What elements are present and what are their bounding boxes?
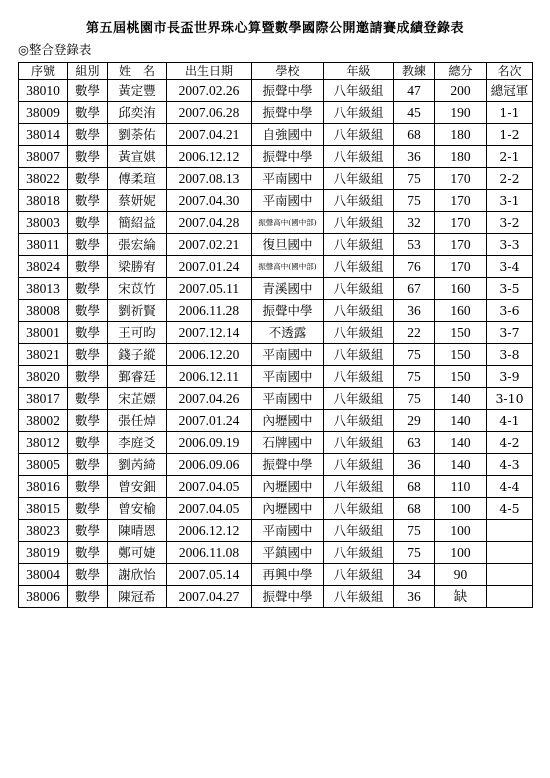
cell-school: 青溪國中	[252, 278, 324, 300]
cell-name: 傅柔瑄	[108, 168, 167, 190]
cell-rank: 3-10	[487, 388, 533, 410]
table-row	[19, 278, 533, 300]
cell-birthdate: 2006.12.12	[167, 520, 252, 542]
cell-total-score: 200	[435, 80, 487, 102]
table-row	[19, 300, 533, 322]
cell-name: 陳冠希	[108, 586, 167, 608]
cell-name: 黃定豐	[108, 80, 167, 102]
cell-rank: 4-2	[487, 432, 533, 454]
cell-serial: 38023	[19, 520, 68, 542]
cell-name: 謝欣怡	[108, 564, 167, 586]
cell-name: 宋芷嫖	[108, 388, 167, 410]
cell-school: 內壢國中	[252, 498, 324, 520]
cell-name: 鄭可婕	[108, 542, 167, 564]
cell-total-score: 170	[435, 168, 487, 190]
cell-name: 張宏綸	[108, 234, 167, 256]
header-birthdate: 出生日期	[167, 63, 252, 80]
table-row	[19, 124, 533, 146]
cell-serial: 38010	[19, 80, 68, 102]
cell-total-score: 170	[435, 234, 487, 256]
table-row	[19, 102, 533, 124]
cell-group: 數學	[68, 454, 108, 476]
cell-name: 劉芮綺	[108, 454, 167, 476]
cell-grade: 八年級組	[324, 476, 394, 498]
cell-birthdate: 2007.02.26	[167, 80, 252, 102]
cell-school: 平鎮國中	[252, 542, 324, 564]
cell-group: 數學	[68, 212, 108, 234]
cell-name: 陳晴恩	[108, 520, 167, 542]
cell-birthdate: 2007.12.14	[167, 322, 252, 344]
cell-group: 數學	[68, 432, 108, 454]
header-serial: 序號	[19, 63, 68, 80]
cell-total-score: 缺	[435, 586, 487, 608]
cell-name: 張任焯	[108, 410, 167, 432]
cell-rank	[487, 586, 533, 608]
cell-school: 振聲中學	[252, 102, 324, 124]
cell-total-score: 160	[435, 278, 487, 300]
table-row	[19, 498, 533, 520]
cell-serial: 38022	[19, 168, 68, 190]
cell-group: 數學	[68, 102, 108, 124]
table-row	[19, 432, 533, 454]
cell-grade: 八年級組	[324, 454, 394, 476]
cell-grade: 八年級組	[324, 498, 394, 520]
cell-rank: 總冠軍	[487, 80, 533, 102]
table-row	[19, 234, 533, 256]
cell-coach: 75	[394, 520, 435, 542]
cell-coach: 68	[394, 498, 435, 520]
cell-grade: 八年級組	[324, 146, 394, 168]
cell-total-score: 140	[435, 410, 487, 432]
cell-coach: 29	[394, 410, 435, 432]
cell-group: 數學	[68, 80, 108, 102]
cell-birthdate: 2006.11.08	[167, 542, 252, 564]
table-row	[19, 542, 533, 564]
cell-serial: 38001	[19, 322, 68, 344]
cell-birthdate: 2006.09.19	[167, 432, 252, 454]
cell-rank: 4-1	[487, 410, 533, 432]
cell-school: 振聲中學	[252, 454, 324, 476]
table-row	[19, 256, 533, 278]
cell-serial: 38017	[19, 388, 68, 410]
cell-group: 數學	[68, 344, 108, 366]
cell-birthdate: 2007.05.11	[167, 278, 252, 300]
cell-serial: 38019	[19, 542, 68, 564]
cell-grade: 八年級組	[324, 124, 394, 146]
cell-total-score: 150	[435, 322, 487, 344]
cell-birthdate: 2007.04.26	[167, 388, 252, 410]
cell-total-score: 170	[435, 212, 487, 234]
table-row	[19, 454, 533, 476]
table-row	[19, 586, 533, 608]
cell-group: 數學	[68, 586, 108, 608]
cell-total-score: 180	[435, 146, 487, 168]
cell-serial: 38018	[19, 190, 68, 212]
cell-total-score: 140	[435, 454, 487, 476]
cell-total-score: 100	[435, 542, 487, 564]
cell-name: 王可昀	[108, 322, 167, 344]
cell-school: 振聲中學	[252, 300, 324, 322]
cell-rank: 1-2	[487, 124, 533, 146]
cell-total-score: 160	[435, 300, 487, 322]
cell-school: 振聲高中(國中部)	[252, 256, 324, 278]
cell-group: 數學	[68, 278, 108, 300]
table-row	[19, 212, 533, 234]
cell-rank: 3-2	[487, 212, 533, 234]
cell-rank	[487, 564, 533, 586]
cell-birthdate: 2006.11.28	[167, 300, 252, 322]
cell-grade: 八年級組	[324, 256, 394, 278]
cell-birthdate: 2006.09.06	[167, 454, 252, 476]
cell-group: 數學	[68, 146, 108, 168]
cell-grade: 八年級組	[324, 190, 394, 212]
cell-rank	[487, 542, 533, 564]
cell-serial: 38015	[19, 498, 68, 520]
cell-birthdate: 2007.08.13	[167, 168, 252, 190]
cell-grade: 八年級組	[324, 432, 394, 454]
cell-serial: 38016	[19, 476, 68, 498]
cell-group: 數學	[68, 366, 108, 388]
cell-birthdate: 2007.06.28	[167, 102, 252, 124]
cell-serial: 38007	[19, 146, 68, 168]
cell-name: 宋苡竹	[108, 278, 167, 300]
cell-name: 曾安鈿	[108, 476, 167, 498]
cell-coach: 45	[394, 102, 435, 124]
cell-group: 數學	[68, 234, 108, 256]
cell-serial: 38006	[19, 586, 68, 608]
cell-name: 蔡妍妮	[108, 190, 167, 212]
cell-school: 平南國中	[252, 366, 324, 388]
cell-grade: 八年級組	[324, 102, 394, 124]
cell-birthdate: 2006.12.12	[167, 146, 252, 168]
cell-serial: 38021	[19, 344, 68, 366]
cell-name: 簡紹益	[108, 212, 167, 234]
cell-name: 梁勝宥	[108, 256, 167, 278]
cell-coach: 36	[394, 586, 435, 608]
cell-school: 平南國中	[252, 168, 324, 190]
cell-total-score: 140	[435, 388, 487, 410]
cell-total-score: 100	[435, 498, 487, 520]
cell-birthdate: 2007.01.24	[167, 256, 252, 278]
cell-serial: 38012	[19, 432, 68, 454]
cell-grade: 八年級組	[324, 234, 394, 256]
cell-group: 數學	[68, 476, 108, 498]
cell-grade: 八年級組	[324, 542, 394, 564]
cell-rank: 1-1	[487, 102, 533, 124]
table-row	[19, 564, 533, 586]
cell-grade: 八年級組	[324, 520, 394, 542]
table-row	[19, 322, 533, 344]
header-total-score: 總分	[435, 63, 487, 80]
header-name: 姓 名	[108, 63, 167, 80]
cell-total-score: 170	[435, 190, 487, 212]
cell-birthdate: 2006.12.20	[167, 344, 252, 366]
cell-group: 數學	[68, 564, 108, 586]
header-grade: 年級	[324, 63, 394, 80]
cell-school: 復旦國中	[252, 234, 324, 256]
cell-total-score: 140	[435, 432, 487, 454]
cell-school: 振聲中學	[252, 146, 324, 168]
cell-birthdate: 2007.02.21	[167, 234, 252, 256]
cell-school: 自強國中	[252, 124, 324, 146]
cell-serial: 38009	[19, 102, 68, 124]
table-row	[19, 410, 533, 432]
cell-grade: 八年級組	[324, 278, 394, 300]
cell-serial: 38002	[19, 410, 68, 432]
cell-name: 劉祈賢	[108, 300, 167, 322]
cell-school: 石牌國中	[252, 432, 324, 454]
cell-group: 數學	[68, 498, 108, 520]
cell-school: 振聲高中(國中部)	[252, 212, 324, 234]
document-title: 第五屆桃園市長盃世界珠心算暨數學國際公開邀請賽成績登錄表	[85, 21, 464, 36]
table-row	[19, 344, 533, 366]
cell-coach: 63	[394, 432, 435, 454]
cell-birthdate: 2007.04.05	[167, 476, 252, 498]
cell-name: 黃宣娸	[108, 146, 167, 168]
table-header-row	[19, 63, 533, 80]
cell-birthdate: 2007.04.28	[167, 212, 252, 234]
cell-coach: 75	[394, 388, 435, 410]
cell-coach: 75	[394, 344, 435, 366]
cell-name: 劉荼佑	[108, 124, 167, 146]
cell-rank: 3-1	[487, 190, 533, 212]
cell-total-score: 170	[435, 256, 487, 278]
header-group: 組別	[68, 63, 108, 80]
cell-birthdate: 2007.05.14	[167, 564, 252, 586]
cell-grade: 八年級組	[324, 80, 394, 102]
cell-serial: 38005	[19, 454, 68, 476]
cell-school: 內壢國中	[252, 476, 324, 498]
cell-rank: 4-3	[487, 454, 533, 476]
cell-serial: 38024	[19, 256, 68, 278]
cell-rank: 3-4	[487, 256, 533, 278]
cell-birthdate: 2007.01.24	[167, 410, 252, 432]
results-table	[18, 62, 533, 608]
cell-birthdate: 2007.04.27	[167, 586, 252, 608]
cell-coach: 75	[394, 168, 435, 190]
cell-coach: 34	[394, 564, 435, 586]
cell-grade: 八年級組	[324, 212, 394, 234]
header-school: 學校	[252, 63, 324, 80]
cell-serial: 38020	[19, 366, 68, 388]
table-row	[19, 476, 533, 498]
cell-group: 數學	[68, 542, 108, 564]
cell-group: 數學	[68, 300, 108, 322]
cell-coach: 36	[394, 300, 435, 322]
table-row	[19, 366, 533, 388]
cell-school: 振聲中學	[252, 80, 324, 102]
cell-rank: 2-2	[487, 168, 533, 190]
cell-group: 數學	[68, 124, 108, 146]
cell-group: 數學	[68, 410, 108, 432]
cell-rank: 2-1	[487, 146, 533, 168]
cell-total-score: 180	[435, 124, 487, 146]
cell-name: 曾安榆	[108, 498, 167, 520]
cell-birthdate: 2006.12.11	[167, 366, 252, 388]
cell-total-score: 100	[435, 520, 487, 542]
cell-school: 振聲中學	[252, 586, 324, 608]
cell-group: 數學	[68, 322, 108, 344]
cell-name: 錢子縱	[108, 344, 167, 366]
cell-birthdate: 2007.04.21	[167, 124, 252, 146]
cell-grade: 八年級組	[324, 322, 394, 344]
cell-rank: 3-9	[487, 366, 533, 388]
table-row	[19, 146, 533, 168]
cell-coach: 47	[394, 80, 435, 102]
cell-rank: 3-6	[487, 300, 533, 322]
cell-grade: 八年級組	[324, 410, 394, 432]
cell-coach: 68	[394, 476, 435, 498]
cell-coach: 75	[394, 190, 435, 212]
cell-school: 平南國中	[252, 344, 324, 366]
cell-rank	[487, 520, 533, 542]
table-row	[19, 190, 533, 212]
cell-grade: 八年級組	[324, 388, 394, 410]
cell-rank: 3-8	[487, 344, 533, 366]
cell-coach: 75	[394, 542, 435, 564]
cell-grade: 八年級組	[324, 168, 394, 190]
cell-name: 李庭爻	[108, 432, 167, 454]
cell-serial: 38003	[19, 212, 68, 234]
cell-coach: 36	[394, 146, 435, 168]
cell-grade: 八年級組	[324, 300, 394, 322]
cell-school: 平南國中	[252, 520, 324, 542]
cell-grade: 八年級組	[324, 586, 394, 608]
cell-rank: 4-4	[487, 476, 533, 498]
cell-rank: 3-5	[487, 278, 533, 300]
cell-serial: 38008	[19, 300, 68, 322]
cell-total-score: 150	[435, 366, 487, 388]
cell-coach: 68	[394, 124, 435, 146]
cell-birthdate: 2007.04.30	[167, 190, 252, 212]
header-coach: 教練	[394, 63, 435, 80]
table-row	[19, 520, 533, 542]
cell-coach: 36	[394, 454, 435, 476]
cell-coach: 67	[394, 278, 435, 300]
cell-coach: 75	[394, 366, 435, 388]
cell-serial: 38004	[19, 564, 68, 586]
cell-grade: 八年級組	[324, 366, 394, 388]
cell-school: 不透露	[252, 322, 324, 344]
cell-coach: 32	[394, 212, 435, 234]
cell-total-score: 110	[435, 476, 487, 498]
cell-name: 邱奕洧	[108, 102, 167, 124]
cell-birthdate: 2007.04.05	[167, 498, 252, 520]
cell-school: 平南國中	[252, 388, 324, 410]
cell-coach: 53	[394, 234, 435, 256]
table-row	[19, 168, 533, 190]
cell-rank: 4-5	[487, 498, 533, 520]
cell-serial: 38014	[19, 124, 68, 146]
cell-group: 數學	[68, 520, 108, 542]
cell-rank: 3-3	[487, 234, 533, 256]
cell-serial: 38011	[19, 234, 68, 256]
cell-school: 平南國中	[252, 190, 324, 212]
cell-total-score: 190	[435, 102, 487, 124]
cell-coach: 22	[394, 322, 435, 344]
cell-serial: 38013	[19, 278, 68, 300]
cell-coach: 76	[394, 256, 435, 278]
table-row	[19, 80, 533, 102]
cell-school: 內壢國中	[252, 410, 324, 432]
cell-school: 再興中學	[252, 564, 324, 586]
cell-group: 數學	[68, 190, 108, 212]
cell-group: 數學	[68, 168, 108, 190]
cell-grade: 八年級組	[324, 564, 394, 586]
cell-name: 鄞睿廷	[108, 366, 167, 388]
section-subtitle: ◎整合登錄表	[18, 42, 92, 57]
cell-grade: 八年級組	[324, 344, 394, 366]
cell-group: 數學	[68, 256, 108, 278]
cell-total-score: 90	[435, 564, 487, 586]
cell-total-score: 150	[435, 344, 487, 366]
cell-group: 數學	[68, 388, 108, 410]
cell-rank: 3-7	[487, 322, 533, 344]
table-row	[19, 388, 533, 410]
header-rank: 名次	[487, 63, 533, 80]
